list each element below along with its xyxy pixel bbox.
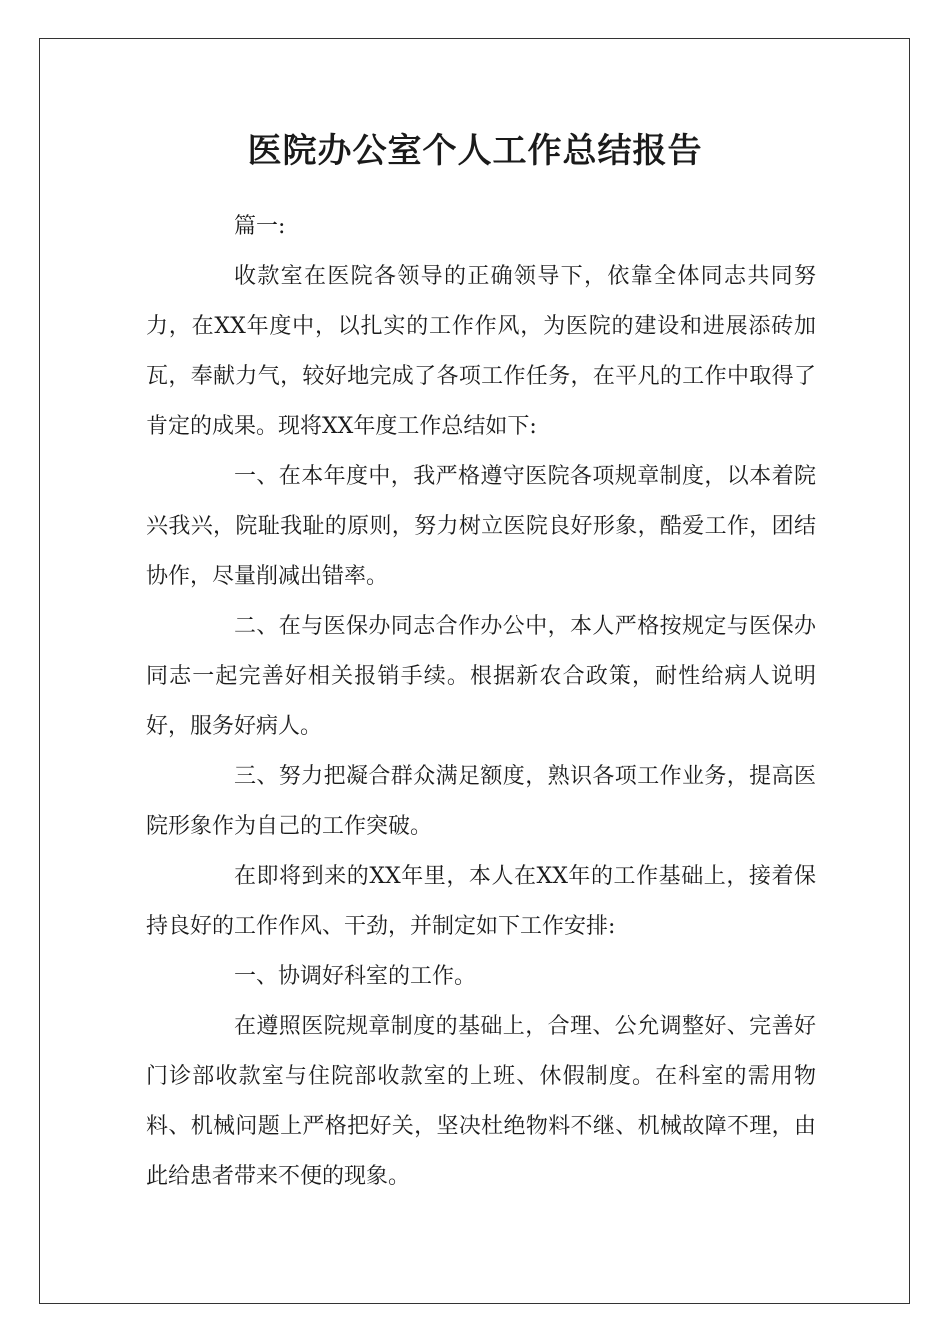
paragraph-plan-heading-1: 一、协调好科室的工作。 bbox=[234, 964, 477, 989]
paragraph-item-2: 二、在与医保办同志合作办公中，本人严格按规定与医保办同志一起完善好相关报销手续。根据新农合政策，耐性给病人说明好，服务好病人。 bbox=[146, 614, 816, 739]
paragraph-item-3: 三、努力把凝合群众满足额度，熟识各项工作业务，提高医院形象作为自己的工作突破。 bbox=[146, 764, 816, 839]
paragraph-intro: 收款室在医院各领导的正确领导下，依靠全体同志共同努力，在XX年度中，以扎实的工作作风，为医院的建设和进展添砖加瓦，奉献力气，较好地完成了各项工作任务，在平凡的工作中取得了肯定的成果。现将XX年度工作总结如下: bbox=[146, 264, 816, 439]
document-body bbox=[146, 202, 816, 1202]
document-title: 医院办公室个人工作总结报告 bbox=[247, 131, 703, 171]
paragraph-item-1: 一、在本年度中，我严格遵守医院各项规章制度，以本着院兴我兴，院耻我耻的原则，努力树立医院良好形象，酷爱工作，团结协作，尽量削减出错率。 bbox=[146, 464, 816, 589]
paragraph-plan-intro: 在即将到来的XX年里，本人在XX年的工作基础上，接着保持良好的工作作风、干劲，并制定如下工作安排: bbox=[146, 864, 816, 939]
paragraph-plan-detail-1: 在遵照医院规章制度的基础上，合理、公允调整好、完善好门诊部收款室与住院部收款室的上班、休假制度。在科室的需用物料、机械问题上严格把好关，坚决杜绝物料不继、机械故障不理，由此给患者带来不便的现象。 bbox=[146, 1014, 816, 1189]
section-heading-part-one: 篇一: bbox=[234, 214, 286, 239]
